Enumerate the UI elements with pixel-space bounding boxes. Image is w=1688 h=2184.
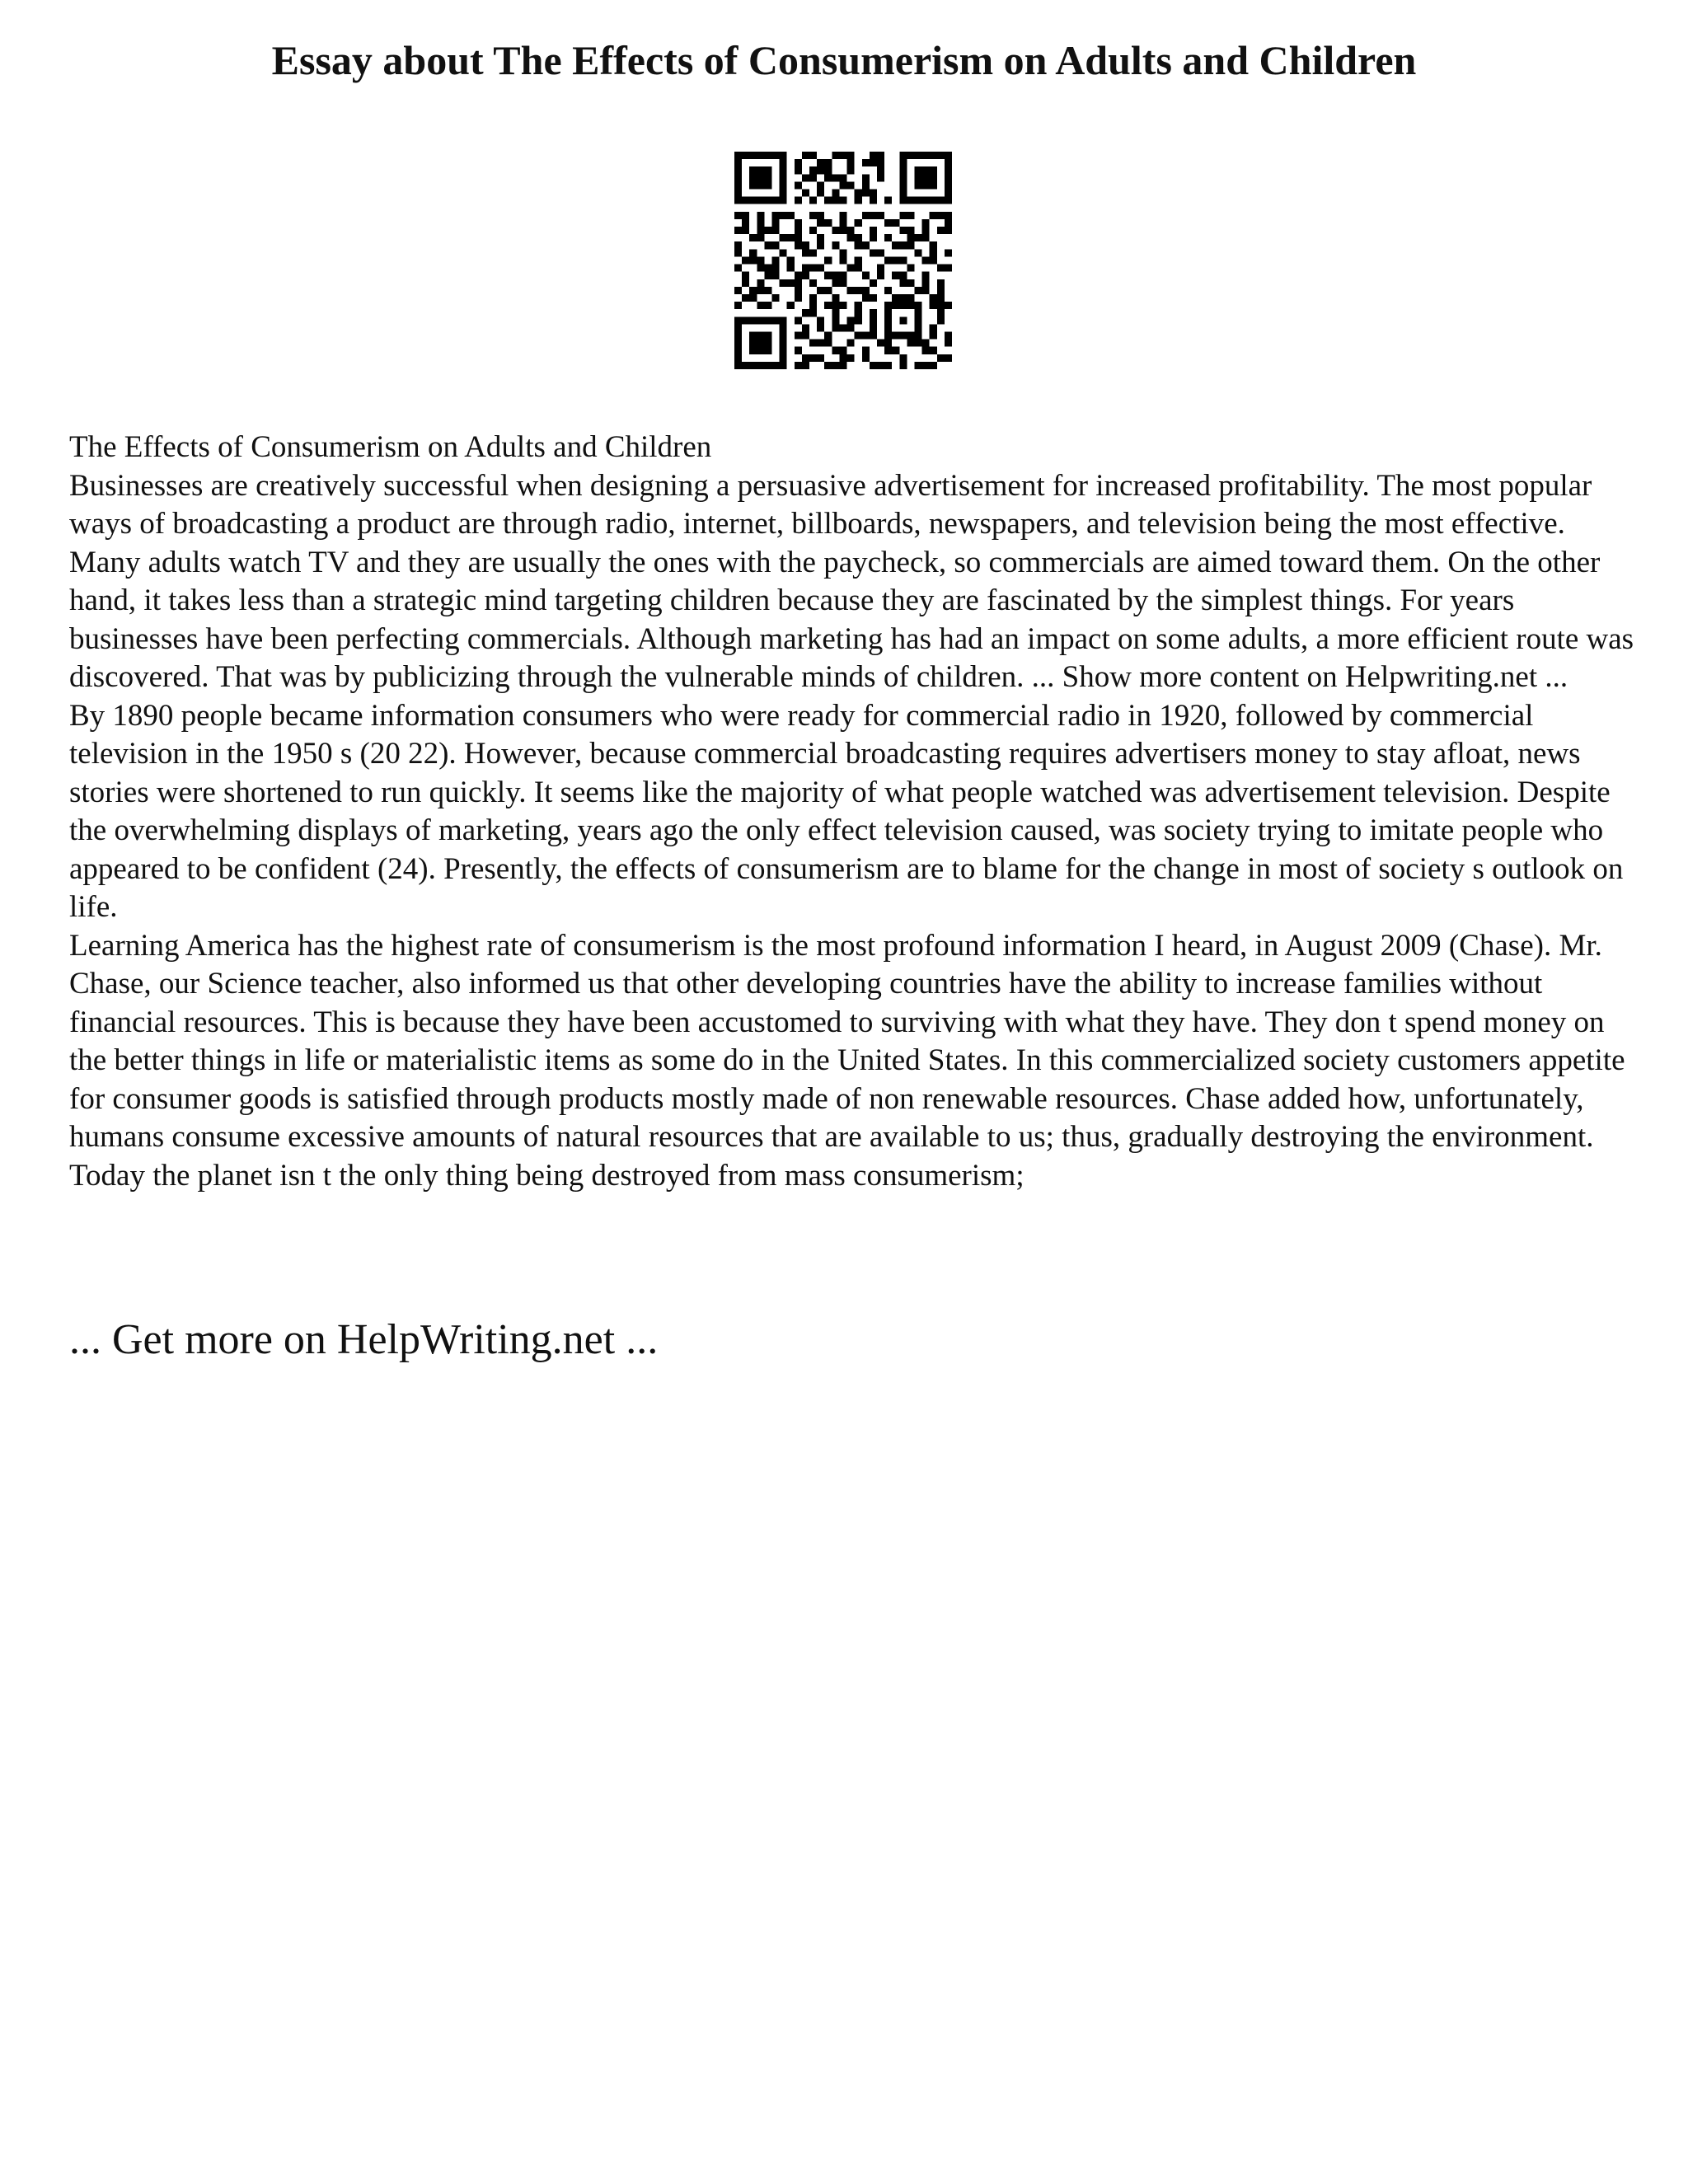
essay-paragraph-1: Businesses are creatively successful when designing a persuasive advertisement for increased profitability. The most popular ways of broadcasting a product are through radio, internet, billboards, newspapers, and television being the most effective. Many adults watch TV and they are usually the ones with the paycheck, so commercials are aimed toward them. On the other hand, it takes less than a strategic mind targeting children because they are fascinated by the simplest things. For years businesses have been perfecting commercials. Although marketing has had an impact on some adults, a more efficient route was discovered. That was by publicizing through the vulnerable minds of children. ... Show more content on Helpwriting.net ... [69, 468, 1634, 694]
essay-paragraph-2: By 1890 people became information consumers who were ready for commercial radio in 1920, followed by commercial television in the 1950 s (20 22). However, because commercial broadcasting requires advertisers money to stay afloat, news stories were shortened to run quickly. It seems like the majority of what people watched was advertisement television. Despite the overwhelming displays of marketing, years ago the only effect television caused, was society trying to imitate people who appeared to be confident (24). Presently, the effects of consumerism are to blame for the change in most of society s outlook on life. [69, 698, 1624, 924]
get-more-link[interactable]: ... Get more on HelpWriting.net ... [69, 1316, 659, 1363]
page-title: Essay about The Effects of Consumerism on Adults and Children [271, 37, 1417, 83]
essay-subtitle: The Effects of Consumerism on Adults and Children [69, 430, 712, 464]
qr-code-icon [734, 152, 952, 369]
essay-paragraph-3: Learning America has the highest rate of consumerism is the most profound information I heard, in August 2009 (Chase). Mr. Chase, our Science teacher, also informed us that other developing countries have the ability to increase families without financial resources. This is because they have been accustomed to surviving with what they have. They don t spend money on the better things in life or materialistic items as some do in the United States. In this commercialized society customers appetite for consumer goods is satisfied through products mostly made of non renewable resources. Chase added how, unfortunately, humans consume excessive amounts of natural resources that are available to us; thus, gradually destroying the environment. Today the planet isn t the only thing being destroyed from mass consumerism; [69, 928, 1625, 1193]
essay-body [69, 429, 1635, 1195]
